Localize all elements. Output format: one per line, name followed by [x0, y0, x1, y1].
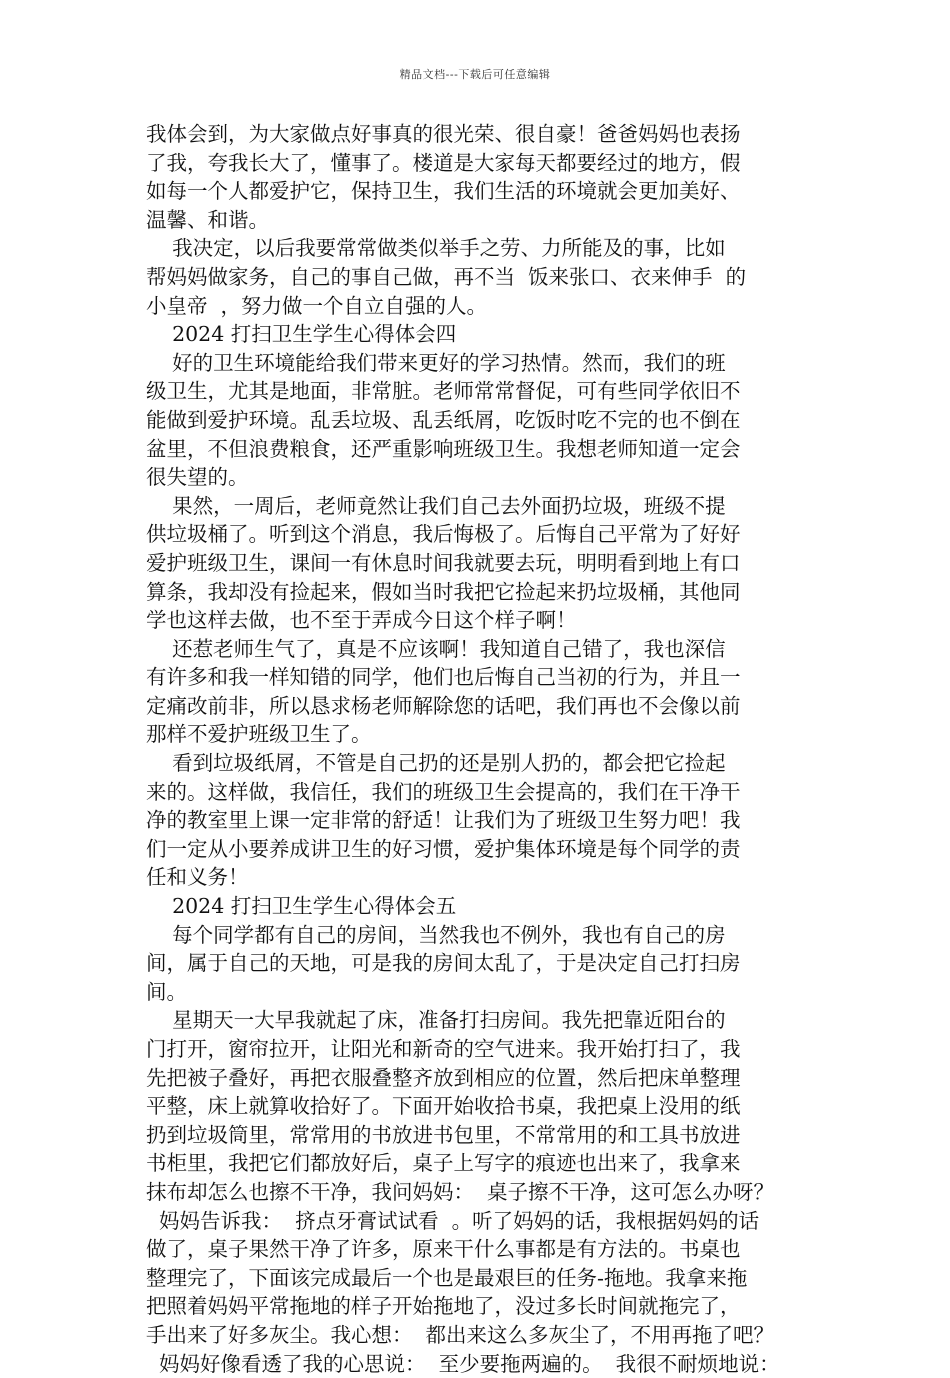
text-line: 间，属于自己的天地，可是我的房间太乱了，于是决定自己打扫房: [146, 951, 741, 976]
text-line: 净的教室里上课一定非常的舒适！让我们为了班级卫生努力吧！我: [146, 808, 741, 833]
text-line: 级卫生，尤其是地面，非常脏。老师常常督促，可有些同学依旧不: [146, 379, 741, 404]
text-line: 有许多和我一样知错的同学，他们也后悔自己当初的行为，并且一: [146, 665, 741, 690]
text-line: 做了，桌子果然干净了许多，原来干什么事都是有方法的。书桌也: [146, 1237, 741, 1262]
text-line: 星期天一大早我就起了床，准备打扫房间。我先把靠近阳台的: [146, 1008, 726, 1033]
text-line: 门打开，窗帘拉开，让阳光和新奇的空气进来。我开始打扫了，我: [146, 1037, 741, 1061]
text-line: 算条，我却没有捡起来，假如当时我把它捡起来扔垃圾桶，其他同: [146, 579, 741, 604]
text-line: 盆里，不但浪费粮食，还严重影响班级卫生。我想老师知道一定会: [146, 436, 741, 461]
text-line: 如每一个人都爱护它，保持卫生，我们生活的环境就会更加美好、: [146, 179, 741, 204]
text-line: 小皇帝 ，努力做一个自立自强的人。: [146, 293, 488, 318]
text-line: 我决定，以后我要常常做类似举手之劳、力所能及的事，比如: [146, 236, 726, 261]
text-line: 扔到垃圾筒里，常常用的书放进书包里，不常常用的和工具书放进: [146, 1122, 741, 1147]
text-line: 妈妈告诉我： 挤点牙膏试试看 。听了妈妈的话，我根据妈妈的话: [146, 1208, 760, 1233]
text-line: 供垃圾桶了。听到这个消息，我后悔极了。后悔自己平常为了好好: [146, 522, 741, 547]
text-line: 书柜里，我把它们都放好后，桌子上写字的痕迹也出来了，我拿来: [146, 1151, 741, 1176]
text-line: 每个同学都有自己的房间，当然我也不例外，我也有自己的房: [146, 922, 726, 947]
text-line: 整理完了，下面该完成最后一个也是最艰巨的任务-拖地。我拿来拖: [146, 1265, 748, 1290]
text-line: 温馨、和谐。: [146, 207, 269, 232]
text-line: 看到垃圾纸屑，不管是自己扔的还是别人扔的，都会把它捡起: [146, 751, 726, 776]
page-header: 精品文档---下载后可任意编辑: [399, 68, 551, 81]
text-line: 我体会到，为大家做点好事真的很光荣、很自豪！爸爸妈妈也表扬: [146, 122, 741, 146]
text-line: 了我，夸我长大了，懂事了。楼道是大家每天都要经过的地方，假: [146, 150, 741, 175]
text-line: 间。: [146, 979, 187, 1004]
text-line: 帮妈妈做家务，自己的事自己做，再不当 饭来张口、衣来伸手 的: [146, 264, 747, 289]
text-line: 爱护班级卫生，课间一有休息时间我就要去玩，明明看到地上有口: [146, 550, 741, 575]
text-line: 妈妈好像看透了我的心思说： 至少要拖两遍的。 我很不耐烦地说：: [146, 1351, 780, 1376]
text-line: 把照着妈妈平常拖地的样子开始拖地了，没过多长时间就拖完了，: [146, 1294, 741, 1319]
text-line: 2024 打扫卫生学生心得体会五: [146, 894, 457, 919]
text-line: 能做到爱护环境。乱丢垃圾、乱丢纸屑，吃饭时吃不完的也不倒在: [146, 407, 741, 432]
text-line: 那样不爱护班级卫生了。: [146, 722, 372, 747]
text-line: 平整，床上就算收拾好了。下面开始收拾书桌，我把桌上没用的纸: [146, 1094, 741, 1119]
text-line: 们一定从小要养成讲卫生的好习惯，爱护集体环境是每个同学的责: [146, 836, 741, 861]
text-line: 定痛改前非，所以恳求杨老师解除您的话吧，我们再也不会像以前: [146, 693, 741, 718]
text-line: 很失望的。: [146, 465, 249, 490]
text-line: 果然，一周后，老师竟然让我们自己去外面扔垃圾，班级不提: [146, 493, 726, 518]
text-line: 先把被子叠好，再把衣服叠整齐放到相应的位置，然后把床单整理: [146, 1065, 741, 1090]
text-line: 好的卫生环境能给我们带来更好的学习热情。然而，我们的班: [146, 350, 726, 375]
document-body: [146, 120, 826, 1378]
text-line: 任和义务！: [146, 865, 249, 890]
text-line: 还惹老师生气了，真是不应该啊！我知道自己错了，我也深信: [146, 636, 726, 661]
text-line: 2024 打扫卫生学生心得体会四: [146, 322, 457, 347]
text-line: 学也这样去做，也不至于弄成今日这个样子啊！: [146, 608, 577, 633]
text-line: 抹布却怎么也擦不干净，我问妈妈： 桌子擦不干净，这可怎么办呀？: [146, 1179, 775, 1204]
text-line: 手出来了好多灰尘。我心想： 都出来这么多灰尘了，不用再拖了吧？: [146, 1322, 775, 1347]
text-line: 来的。这样做，我信任，我们的班级卫生会提高的，我们在干净干: [146, 779, 741, 804]
